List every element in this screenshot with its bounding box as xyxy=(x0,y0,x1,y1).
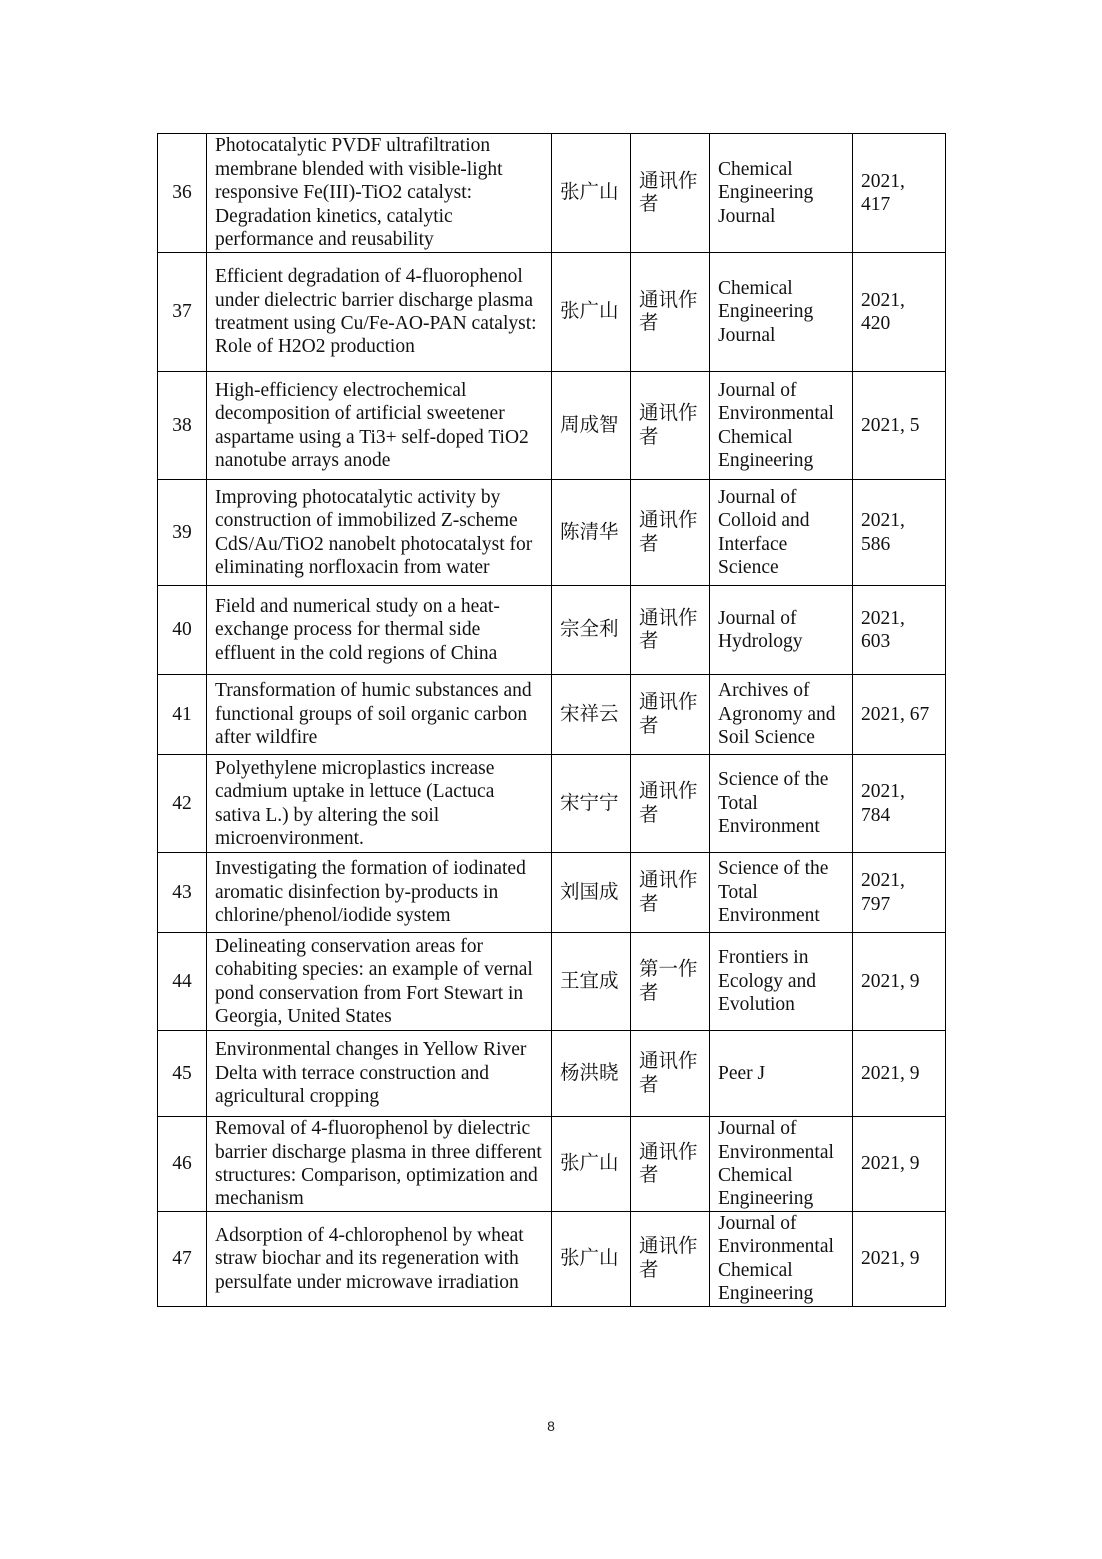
paper-title: Efficient degradation of 4-fluorophenol under dielectric barrier discharge plasma treatment using Cu/Fe-AO-PAN catalyst: Role of H2O2 production xyxy=(207,253,552,372)
author-role: 通讯作者 xyxy=(631,755,710,853)
year-volume: 2021, 9 xyxy=(853,1117,946,1212)
author-name: 张广山 xyxy=(552,1212,631,1307)
table-row xyxy=(158,853,946,933)
author-role: 通讯作者 xyxy=(631,253,710,372)
journal-name: Science of the Total Environment xyxy=(710,755,853,853)
paper-title: Photocatalytic PVDF ultrafiltration membrane blended with visible-light responsive Fe(III)-TiO2 catalyst: Degradation kinetics, catalytic performance and reusability xyxy=(207,134,552,253)
year-volume: 2021, 603 xyxy=(853,586,946,675)
table-row xyxy=(158,933,946,1031)
table-row xyxy=(158,755,946,853)
journal-name: Peer J xyxy=(710,1031,853,1117)
row-number: 44 xyxy=(158,933,207,1031)
row-number: 40 xyxy=(158,586,207,675)
row-number: 36 xyxy=(158,134,207,253)
journal-name: Archives of Agronomy and Soil Science xyxy=(710,675,853,755)
row-number: 41 xyxy=(158,675,207,755)
year-volume: 2021, 420 xyxy=(853,253,946,372)
year-volume: 2021, 797 xyxy=(853,853,946,933)
journal-name: Journal of Colloid and Interface Science xyxy=(710,480,853,586)
journal-name: Chemical Engineering Journal xyxy=(710,253,853,372)
journal-name: Frontiers in Ecology and Evolution xyxy=(710,933,853,1031)
row-number: 46 xyxy=(158,1117,207,1212)
table-row xyxy=(158,1212,946,1307)
table-row xyxy=(158,480,946,586)
row-number: 38 xyxy=(158,372,207,480)
year-volume: 2021, 586 xyxy=(853,480,946,586)
year-volume: 2021, 9 xyxy=(853,1212,946,1307)
table-row xyxy=(158,675,946,755)
author-name: 宋祥云 xyxy=(552,675,631,755)
author-name: 宋宁宁 xyxy=(552,755,631,853)
row-number: 43 xyxy=(158,853,207,933)
author-role: 通讯作者 xyxy=(631,372,710,480)
year-volume: 2021, 5 xyxy=(853,372,946,480)
journal-name: Science of the Total Environment xyxy=(710,853,853,933)
journal-name: Journal of Environmental Chemical Engineering xyxy=(710,1117,853,1212)
table-row xyxy=(158,586,946,675)
author-name: 张广山 xyxy=(552,1117,631,1212)
author-role: 通讯作者 xyxy=(631,134,710,253)
author-role: 通讯作者 xyxy=(631,586,710,675)
table-row xyxy=(158,1117,946,1212)
author-role: 通讯作者 xyxy=(631,853,710,933)
author-role: 通讯作者 xyxy=(631,675,710,755)
table-row xyxy=(158,134,946,253)
year-volume: 2021, 9 xyxy=(853,933,946,1031)
journal-name: Journal of Hydrology xyxy=(710,586,853,675)
author-role: 第一作者 xyxy=(631,933,710,1031)
author-name: 周成智 xyxy=(552,372,631,480)
year-volume: 2021, 9 xyxy=(853,1031,946,1117)
year-volume: 2021, 417 xyxy=(853,134,946,253)
journal-name: Journal of Environmental Chemical Engineering xyxy=(710,1212,853,1307)
author-role: 通讯作者 xyxy=(631,1031,710,1117)
table-row xyxy=(158,253,946,372)
row-number: 47 xyxy=(158,1212,207,1307)
author-role: 通讯作者 xyxy=(631,480,710,586)
paper-title: Environmental changes in Yellow River Delta with terrace construction and agricultural cropping xyxy=(207,1031,552,1117)
author-role: 通讯作者 xyxy=(631,1117,710,1212)
row-number: 39 xyxy=(158,480,207,586)
paper-title: Removal of 4-fluorophenol by dielectric barrier discharge plasma in three different structures: Comparison, optimization and mechanism xyxy=(207,1117,552,1212)
table-row xyxy=(158,1031,946,1117)
author-name: 陈清华 xyxy=(552,480,631,586)
publication-table xyxy=(157,133,946,1307)
row-number: 37 xyxy=(158,253,207,372)
paper-title: Investigating the formation of iodinated aromatic disinfection by-products in chlorine/phenol/iodide system xyxy=(207,853,552,933)
row-number: 42 xyxy=(158,755,207,853)
journal-name: Chemical Engineering Journal xyxy=(710,134,853,253)
paper-title: Improving photocatalytic activity by construction of immobilized Z-scheme CdS/Au/TiO2 nanobelt photocatalyst for eliminating norfloxacin from water xyxy=(207,480,552,586)
author-name: 张广山 xyxy=(552,134,631,253)
paper-title: Delineating conservation areas for cohabiting species: an example of vernal pond conservation from Fort Stewart in Georgia, United States xyxy=(207,933,552,1031)
paper-title: Polyethylene microplastics increase cadmium uptake in lettuce (Lactuca sativa L.) by altering the soil microenvironment. xyxy=(207,755,552,853)
author-name: 张广山 xyxy=(552,253,631,372)
author-role: 通讯作者 xyxy=(631,1212,710,1307)
author-name: 杨洪晓 xyxy=(552,1031,631,1117)
paper-title: Transformation of humic substances and functional groups of soil organic carbon after wildfire xyxy=(207,675,552,755)
paper-title: Adsorption of 4-chlorophenol by wheat straw biochar and its regeneration with persulfate under microwave irradiation xyxy=(207,1212,552,1307)
paper-title: Field and numerical study on a heat-exchange process for thermal side effluent in the cold regions of China xyxy=(207,586,552,675)
year-volume: 2021, 784 xyxy=(853,755,946,853)
paper-title: High-efficiency electrochemical decomposition of artificial sweetener aspartame using a Ti3+ self-doped TiO2 nanotube arrays anode xyxy=(207,372,552,480)
author-name: 刘国成 xyxy=(552,853,631,933)
author-name: 宗全利 xyxy=(552,586,631,675)
year-volume: 2021, 67 xyxy=(853,675,946,755)
journal-name: Journal of Environmental Chemical Engineering xyxy=(710,372,853,480)
author-name: 王宜成 xyxy=(552,933,631,1031)
page-number: 8 xyxy=(547,1418,555,1434)
table-row xyxy=(158,372,946,480)
row-number: 45 xyxy=(158,1031,207,1117)
